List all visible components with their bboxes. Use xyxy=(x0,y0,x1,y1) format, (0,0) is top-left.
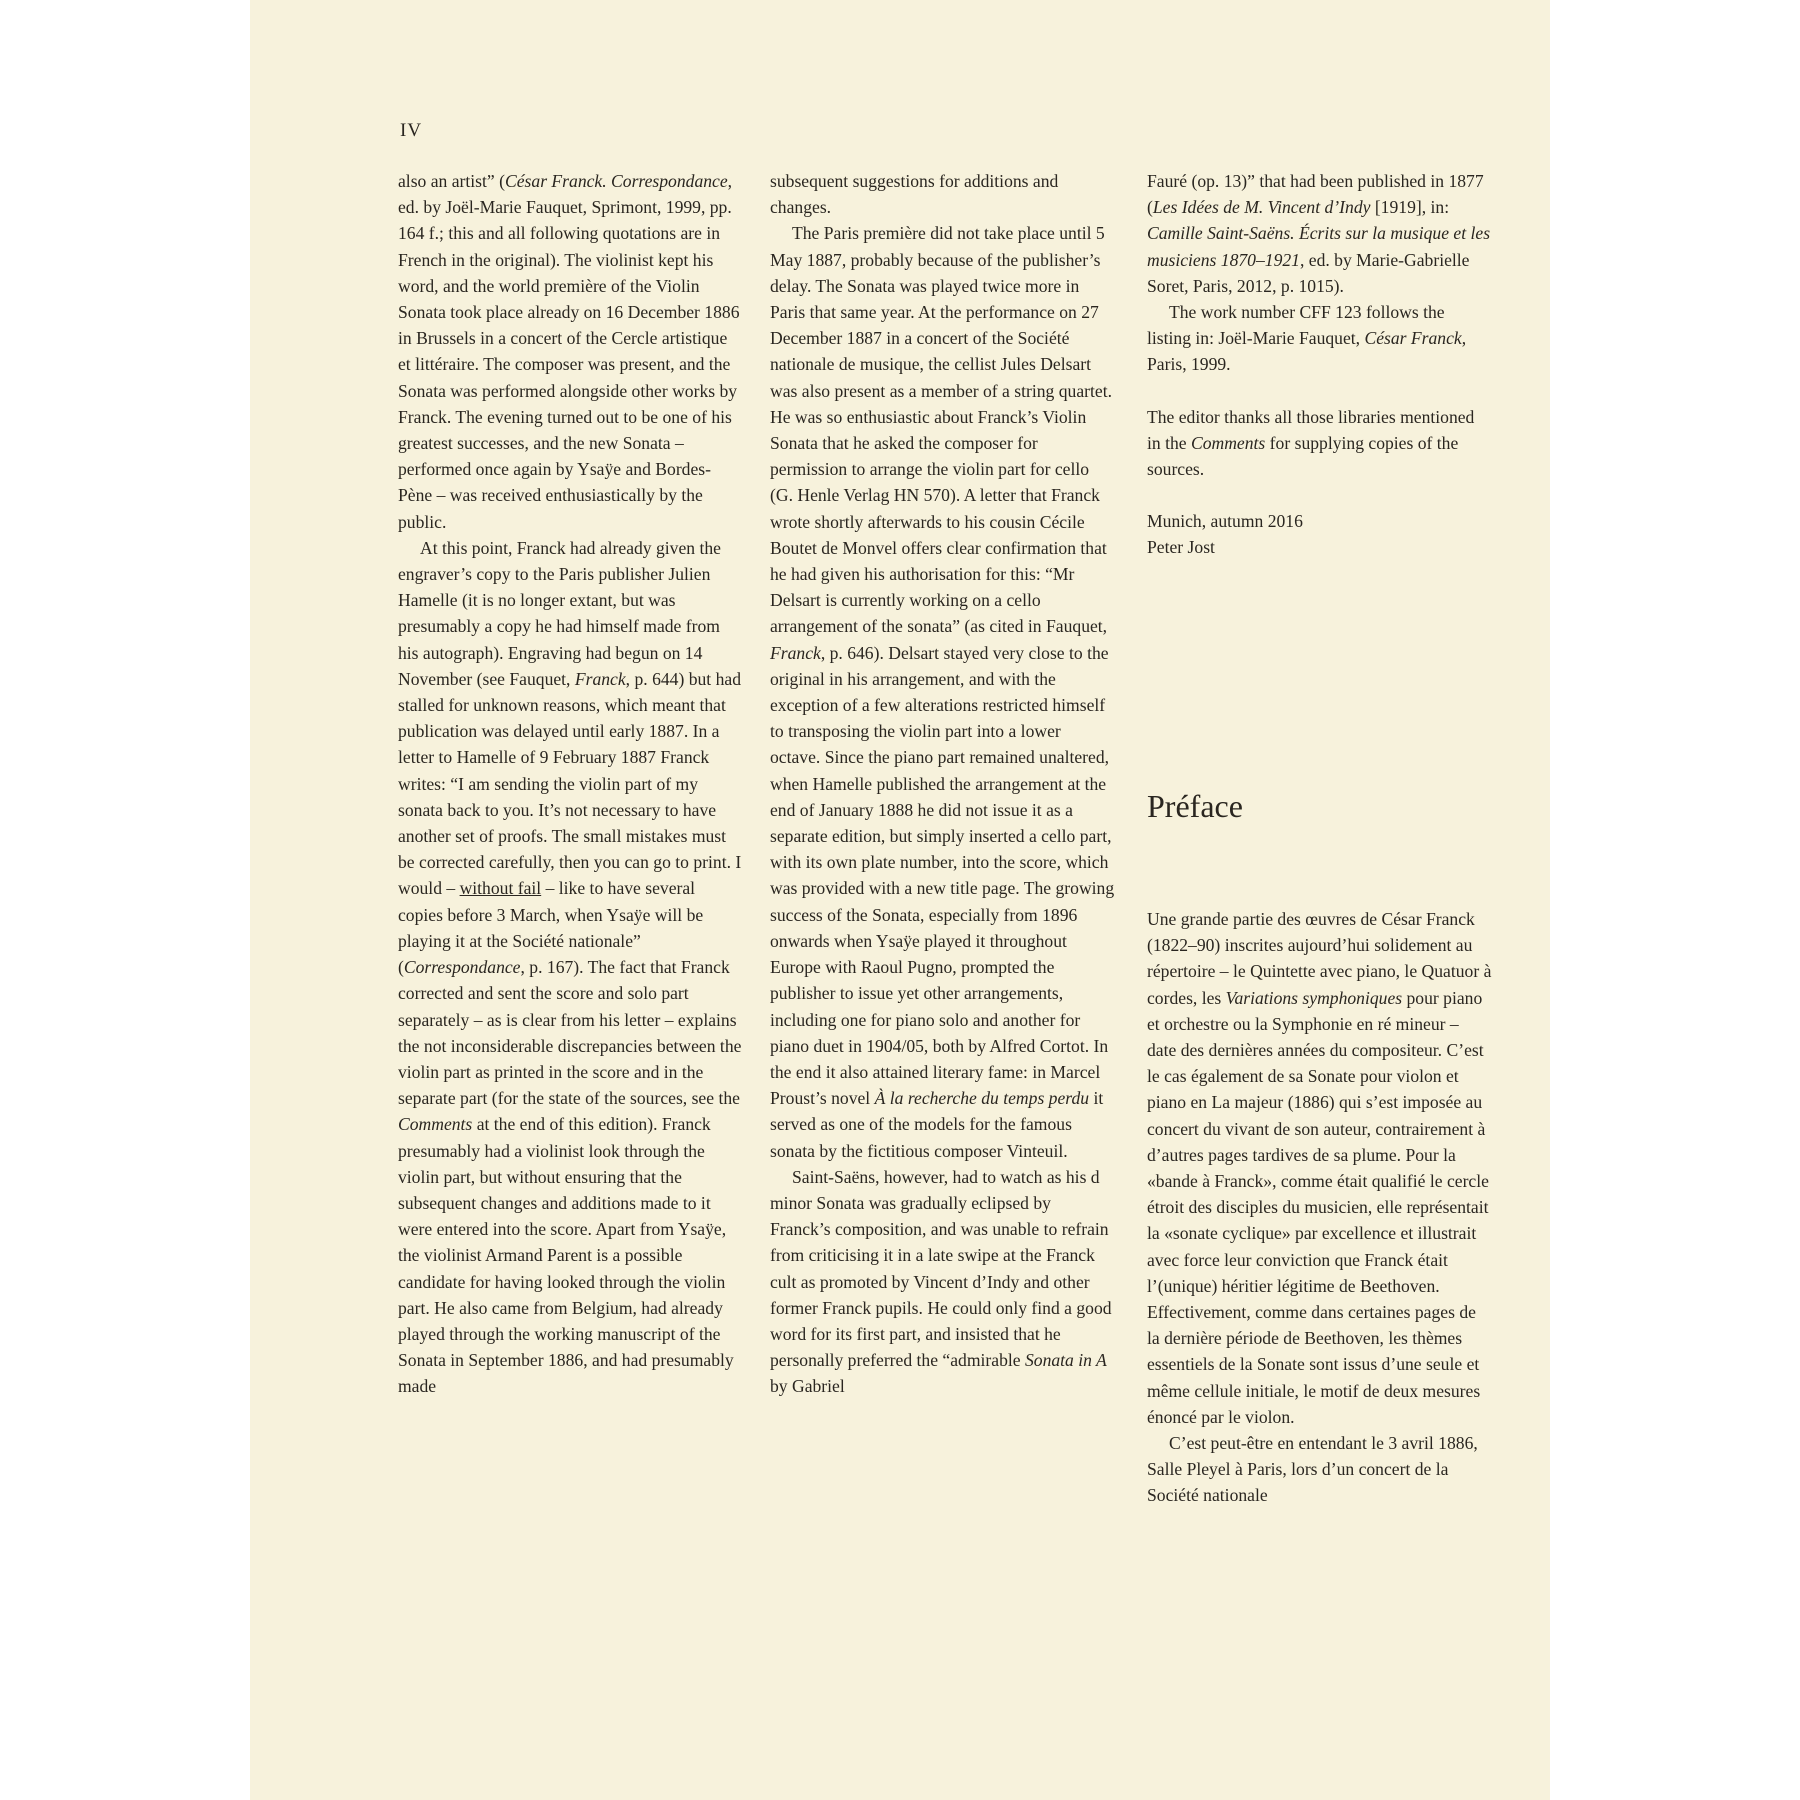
column2-paragraph: The Paris première did not take place until 5 May 1887, probably because of the publisher’s delay. The Sonata was played twice more in Paris that same year. At the performance on 27 December 1887 in a concert of the Société nationale de musique, the cellist Jules Delsart was also present as a member of a string quartet. He was so enthusiastic about Franck’s Violin Sonata that he asked the composer for permission to arrange the violin part for cello (G. Henle Verlag HN 570). A letter that Franck wrote shortly afterwards to his cousin Cécile Boutet de Monvel offers clear confirmation that he had given his authorisation for this: “Mr Delsart is currently working on a cello arrangement of the sonata” (as cited in Fauquet, Franck, p. 646). Delsart stayed very close to the original in his arrangement, and with the exception of a few alterations restricted himself to transposing the violin part into a lower octave. Since the piano part remained unaltered, when Hamelle published the arrangement at the end of January 1888 he did not issue it as a separate edition, but simply inserted a cello part, with its own plate number, into the score, which was provided with a new title page. The growing success of the Sonata, especially from 1896 onwards when Ysaÿe played it throughout Europe with Raoul Pugno, prompted the publisher to issue yet other arrangements, including one for piano solo and another for piano duet in 1904/05, both by Alfred Cortot. In the end it also attained literary fame: in Marcel Proust’s novel À la recherche du temps perdu it served as one of the models for the famous sonata by the fictitious composer Vinteuil. xyxy=(770,223,1115,1161)
text-column-2 xyxy=(770,168,1115,1400)
preface-paragraph: Une grande partie des œuvres de César Franck (1822–90) inscrites aujourd’hui solidement au répertoire – le Quintette avec piano, le Quatuor à cordes, les Variations symphoniques pour piano et orchestre ou la Symphonie en ré mineur – date des dernières années du compositeur. C’est le cas également de sa Sonate pour violon et piano en La majeur (1886) qui s’est imposée au concert du vivant de son auteur, contrairement à d’autres pages tardives de sa plume. Pour la «bande à Franck», comme était qualifié le cercle étroit des disciples du musicien, elle représentait la «sonate cyclique» par excellence et illustrait avec force leur conviction que Franck était l’(unique) héritier légitime de Beethoven. Effectivement, comme dans certaines pages de la dernière période de Beethoven, les thèmes essentiels de la Sonate sont issus d’une seule et même cellule initiale, le motif de deux mesures énoncé par le violon. xyxy=(1147,909,1492,1427)
column3-paragraph: Munich, autumn 2016 Peter Jost xyxy=(1147,511,1303,558)
preface-heading: Préface xyxy=(1147,788,1243,824)
column1-paragraph: also an artist” (César Franck. Correspondance, ed. by Joël-Marie Fauquet, Sprimont, 1999, pp. 164 f.; this and all following quotations are in French in the original). The violinist kept his word, and the world première of the Violin Sonata took place already on 16 December 1886 in Brussels in a concert of the Cercle artistique et littéraire. The composer was present, and the Sonata was performed alongside other works by Franck. The evening turned out to be one of his greatest successes, and the new Sonata – performed once again by Ysaÿe and Bordes-Pène – was received enthusiastically by the public. xyxy=(398,171,740,532)
column3-paragraph: The work number CFF 123 follows the listing in: Joël-Marie Fauquet, César Franck, Paris, 1999. xyxy=(1147,302,1467,375)
page-number: IV xyxy=(400,120,423,141)
column2-paragraph: subsequent suggestions for additions and changes. xyxy=(770,171,1059,218)
preface-paragraph: C’est peut-être en entendant le 3 avril 1886, Salle Pleyel à Paris, lors d’un concert de la Société nationale xyxy=(1147,1433,1478,1506)
text-column-3 xyxy=(1147,168,1492,561)
text-column-1 xyxy=(398,168,743,1400)
column2-paragraph: Saint-Saëns, however, had to watch as his d minor Sonata was gradually eclipsed by Franck’s composition, and was unable to refrain from criticising it in a late swipe at the Franck cult as promoted by Vincent d’Indy and other former Franck pupils. He could only find a good word for its first part, and insisted that he personally preferred the “admirable Sonata in A by Gabriel xyxy=(770,1166,1112,1397)
column1-paragraph: At this point, Franck had already given the engraver’s copy to the Paris publisher Julien Hamelle (it is no longer extant, but was presumably a copy he had himself made from his autograph). Engraving had begun on 14 November (see Fauquet, Franck, p. 644) but had stalled for unknown reasons, which meant that publication was delayed until early 1887. In a letter to Hamelle of 9 February 1887 Franck writes: “I am sending the violin part of my sonata back to you. It’s not necessary to have another set of proofs. The small mistakes must be corrected carefully, then you can go to print. I would – without fail – like to have several copies before 3 March, when Ysaÿe will be playing it at the Société nationale” (Correspondance, p. 167). The fact that Franck corrected and sent the score and solo part separately – as is clear from his letter – explains the not inconsiderable discrepancies between the violin part as printed in the score and in the separate part (for the state of the sources, see the Comments at the end of this edition). Franck presumably had a violinist look through the violin part, but without ensuring that the subsequent changes and additions made to it were entered into the score. Apart from Ysaÿe, the violinist Armand Parent is a possible candidate for having looked through the violin part. He also came from Belgium, had already played through the working manuscript of the Sonata in September 1886, and had presumably made xyxy=(398,537,742,1397)
document-page xyxy=(250,0,1550,1800)
preface-text xyxy=(1147,906,1492,1509)
column3-paragraph: The editor thanks all those libraries mentioned in the Comments for supplying copies of the sources. xyxy=(1147,406,1475,480)
column3-paragraph: Fauré (op. 13)” that had been published in 1877 (Les Idées de M. Vincent d’Indy [1919], in: Camille Saint-Saëns. Écrits sur la musique et les musiciens 1870–1921, ed. by Marie-Gabrielle Soret, Paris, 2012, p. 1015). xyxy=(1147,171,1491,296)
